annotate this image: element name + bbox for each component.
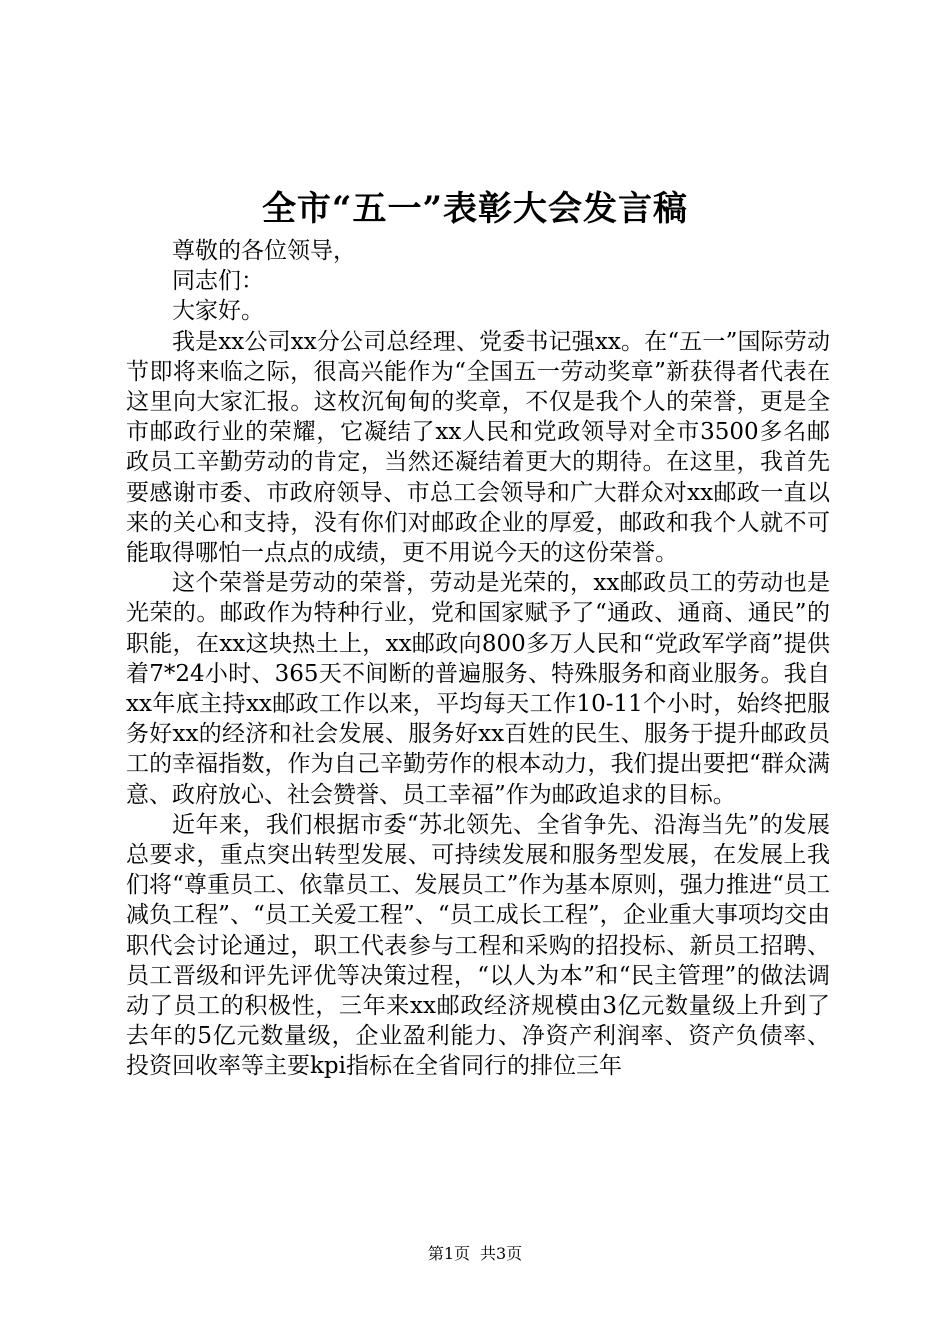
salutation-line: 大家好。 xyxy=(172,298,264,325)
document-body xyxy=(126,236,830,1082)
body-paragraph: 我是xx公司xx分公司总经理、党委书记强xx。在“五一”国际劳动节即将来临之际，很高兴能作为“全国五一劳动奖章”新获得者代表在这里向大家汇报。这枚沉甸甸的奖章，不仅是我个人的荣誉，更是全市邮政行业的荣耀，它凝结了xx人民和党政领导对全市3500多名邮政员工辛勤劳动的肯定，当然还凝结着更大的期待。在这里，我首先要感谢市委、市政府领导、市总工会领导和广大群众对xx邮政一直以来的关心和支持，没有你们对邮政企业的厚爱，邮政和我个人就不可能取得哪怕一点点的成绩，更不用说今天的这份荣誉。 xyxy=(126,328,830,567)
page-number-total: 共3页 xyxy=(480,1244,523,1263)
page-footer xyxy=(0,1242,950,1266)
page-number-current: 第1页 xyxy=(427,1244,470,1263)
salutation-line: 尊敬的各位领导， xyxy=(172,238,356,264)
page-title: 全市“五一”表彰大会发言稿 xyxy=(261,189,689,229)
salutation-line: 同志们： xyxy=(172,268,264,295)
body-paragraph: 这个荣誉是劳动的荣誉，劳动是光荣的，xx邮政员工的劳动也是光荣的。邮政作为特种行业，党和国家赋予了“通政、通商、通民”的职能，在xx这块热土上，xx邮政向800多万人民和“党政军学商”提供着7*24小时、365天不间断的普遍服务、特殊服务和商业服务。我自xx年底主持xx邮政工作以来，平均每天工作10-11个小时，始终把服务好xx的经济和社会发展、服务好xx百姓的民生、服务于提升邮政员工的幸福指数，作为自己辛勤劳作的根本动力，我们提出要把“群众满意、政府放心、社会赞誉、员工幸福”作为邮政追求的目标。 xyxy=(126,570,830,808)
body-paragraph: 近年来，我们根据市委“苏北领先、全省争先、沿海当先”的发展总要求，重点突出转型发展、可持续发展和服务型发展，在发展上我们将“尊重员工、依靠员工、发展员工”作为基本原则，强力推进“员工减负工程”、“员工关爱工程”、“员工成长工程”，企业重大事项均交由职代会讨论通过，职工代表参与工程和采购的招投标、新员工招聘、员工晋级和评先评优等决策过程，“以人为本”和“民主管理”的做法调动了员工的积极性，三年来xx邮政经济规模由3亿元数量级上升到了去年的5亿元数量级，企业盈利能力、净资产利润率、资产负债率、投资回收率等主要kpi指标在全省同行的排位三年 xyxy=(126,811,830,1080)
